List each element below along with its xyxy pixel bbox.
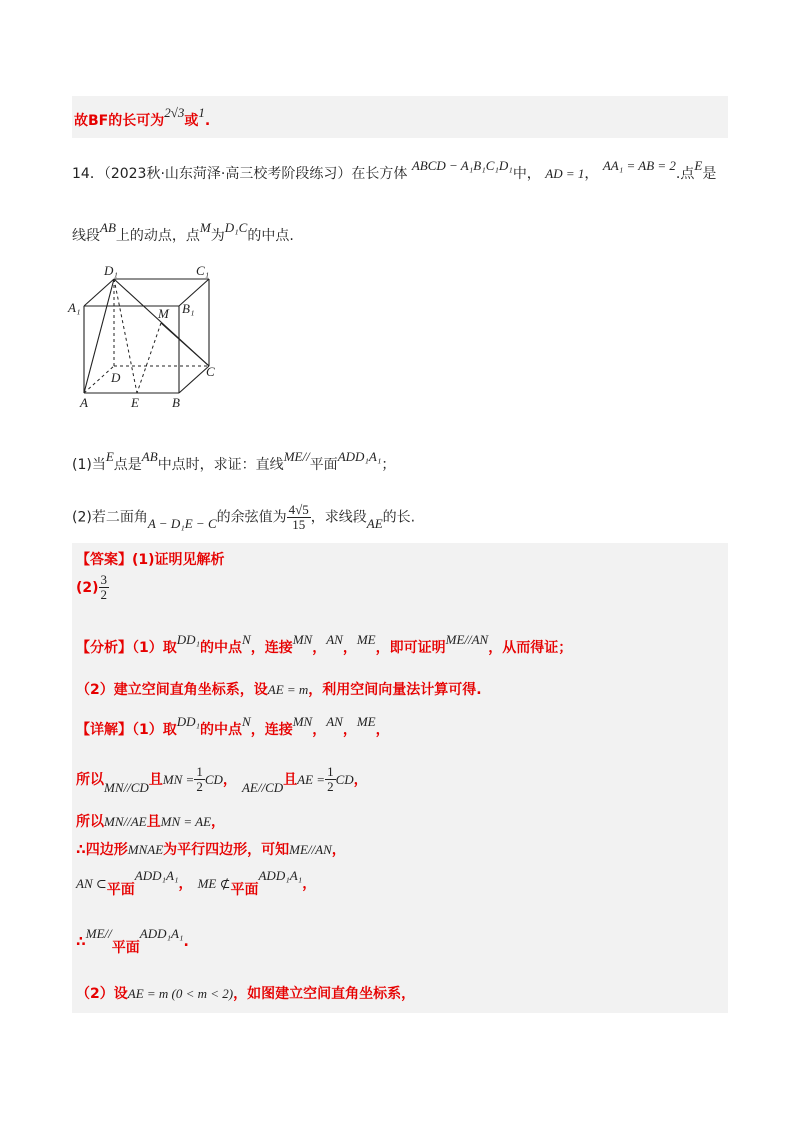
answer-part2: (2): [76, 580, 99, 596]
segment-dd1: DD₁: [176, 714, 201, 729]
point-n: N: [242, 632, 251, 647]
text-segment: ，连接: [250, 640, 293, 656]
segment-an: AN: [326, 714, 343, 729]
relation-me-an: ME//AN: [445, 632, 489, 647]
point-m: M: [199, 220, 211, 235]
fraction-denominator: 15: [292, 517, 306, 532]
text-segment: 的中点: [200, 722, 243, 738]
text-segment: 为平行四边形，可知: [163, 842, 290, 858]
condition-ad: AD = 1: [545, 166, 585, 181]
text-segment: ，: [342, 640, 357, 656]
question-2: [72, 495, 728, 535]
segment-ae: AE: [366, 515, 383, 531]
point-e: E: [105, 449, 114, 464]
text-segment: .: [183, 934, 189, 950]
text-segment: 平面: [106, 882, 135, 898]
segment-ab: AB: [100, 220, 116, 235]
text-segment: 线段: [72, 228, 100, 244]
conclusion-text: 故BF的长可为: [74, 113, 165, 129]
segment-d1c: D₁C: [224, 220, 248, 235]
mn-equals: MN =: [162, 772, 195, 787]
fraction-denominator: 2: [100, 587, 108, 602]
text-segment: ，求线段: [310, 509, 367, 526]
text-segment: 所以: [76, 772, 104, 788]
text-segment: (2)若二面角: [72, 509, 148, 526]
half-fraction-2: [325, 765, 336, 794]
text-segment: .点: [675, 166, 695, 182]
plane-add1a1: ADD₁A₁: [139, 926, 184, 941]
label-c1: C₁: [196, 263, 210, 278]
problem-number: 14．: [72, 166, 104, 182]
fraction-denominator: 2: [327, 779, 334, 794]
segment-dd1: DD₁: [176, 632, 201, 647]
line-me: ME//: [85, 926, 112, 941]
text-segment: 为: [210, 228, 225, 244]
text-segment: ，: [584, 166, 599, 182]
text-segment: （2）建立空间直角坐标系，设: [76, 682, 268, 698]
ae-equals-m-range: AE = m (0 < m < 2): [127, 986, 234, 1001]
an-subset: AN ⊂: [76, 876, 107, 891]
segment-cd: CD: [204, 772, 223, 787]
text-segment: 且: [148, 772, 163, 788]
fraction-numerator: 3: [100, 572, 108, 587]
value-2sqrt3: 2√3: [164, 105, 185, 120]
relation-me-an: ME//AN: [289, 842, 332, 857]
text-segment: 平面: [111, 940, 140, 956]
segment-me: ME: [356, 632, 376, 647]
relation-mn-cd: MN//CD: [104, 780, 149, 795]
label-d1: D₁: [104, 263, 118, 278]
mn-equals-ae: MN = AE: [160, 814, 212, 829]
fraction-numerator: 1: [327, 764, 334, 779]
relation-mn-ae: MN//AE: [104, 814, 147, 829]
text-segment: 中点时，求证：直线: [157, 457, 284, 473]
text-segment: ，即可证明: [375, 640, 446, 656]
label-a1: A₁: [68, 300, 81, 315]
text-segment: ，如图建立空间直角坐标系，: [233, 986, 416, 1002]
text-segment: ∴四边形: [76, 842, 128, 858]
segment-mn: MN: [292, 632, 313, 647]
text-segment: 所以: [76, 814, 104, 830]
text-segment: ，利用空间向量法计算可得.: [308, 682, 482, 698]
solution-box: [72, 543, 728, 1013]
point-e: E: [694, 158, 703, 173]
text-segment: 是: [702, 166, 717, 182]
cosine-fraction: [287, 503, 311, 532]
text-segment: 点是: [113, 457, 142, 473]
text-segment: 的中点: [200, 640, 243, 656]
text-segment: 上的动点，点: [115, 228, 200, 244]
text-segment: ，: [331, 842, 346, 858]
text-segment: 的中点.: [247, 228, 294, 244]
line-me: ME//: [283, 449, 310, 464]
half-fraction: [194, 765, 205, 794]
segment-ab: AB: [141, 449, 158, 464]
plane-add1a1: ADD₁A₁: [337, 449, 382, 464]
text-segment: ，连接: [250, 722, 293, 738]
text-segment: ，: [302, 876, 317, 892]
ae-equals-m: AE = m: [267, 682, 309, 697]
text-segment: ，: [312, 722, 327, 738]
value-1: 1: [198, 105, 205, 120]
text-segment: ，: [178, 876, 193, 892]
period: .: [204, 113, 211, 129]
text-segment: 且: [283, 772, 298, 788]
ae-equals: AE =: [297, 772, 326, 787]
problem-statement: [72, 155, 728, 245]
point-n: N: [242, 714, 251, 729]
segment-mn: MN: [292, 714, 313, 729]
dihedral-angle: A − D₁E − C: [147, 515, 217, 531]
solid-name: ABCD − A₁B₁C₁D₁: [411, 158, 513, 173]
therefore-symbol: ∴: [76, 934, 86, 950]
question-1: [72, 448, 728, 478]
me-not-subset: ME ⊄: [197, 876, 231, 891]
plane-add1a1: ADD₁A₁: [134, 868, 179, 883]
label-d: D: [111, 370, 121, 385]
text-segment: 中，: [512, 166, 541, 182]
cuboid-figure: [66, 262, 236, 412]
previous-answer-box: [72, 96, 728, 138]
fraction-denominator: 2: [196, 779, 203, 794]
answer-label: 【答案】(1)证明见解析: [76, 552, 225, 568]
text-segment: (1)当: [72, 457, 106, 473]
text-segment: 平面: [230, 882, 259, 898]
label-b1: B₁: [182, 301, 195, 316]
or-text: 或: [184, 113, 199, 129]
fraction-numerator: 4√5: [288, 502, 309, 517]
label-a: A: [80, 395, 88, 410]
text-segment: ，: [353, 772, 368, 788]
text-segment: ，: [222, 772, 237, 788]
text-segment: 的余弦值为: [216, 509, 287, 526]
quadrilateral-mnae: MNAE: [127, 842, 164, 857]
segment-me: ME: [356, 714, 376, 729]
label-c: C: [206, 364, 215, 379]
text-segment: ，: [312, 640, 327, 656]
segment-an: AN: [326, 632, 343, 647]
text-segment: 且: [146, 814, 161, 830]
text-segment: ，: [211, 814, 226, 830]
answer-fraction: [99, 573, 110, 602]
problem-source: （2023秋·山东菏泽·高三校考阶段练习）在长方体: [103, 166, 408, 182]
text-segment: 的长.: [382, 509, 416, 526]
text-segment: ，: [342, 722, 357, 738]
label-b: B: [172, 395, 180, 410]
text-segment: 平面: [309, 457, 338, 473]
segment-cd: CD: [335, 772, 354, 787]
detail-label: 【详解】（1）取: [76, 722, 177, 738]
label-m: M: [158, 306, 169, 321]
text-segment: ，: [375, 722, 390, 738]
text-segment: ，从而得证；: [488, 640, 573, 656]
text-segment: （2）设: [76, 986, 128, 1002]
condition-aa1: AA₁ = AB = 2: [602, 158, 676, 173]
label-e: E: [131, 395, 139, 410]
analysis-label: 【分析】（1）取: [76, 640, 177, 656]
relation-ae-cd: AE//CD: [241, 780, 284, 795]
text-segment: ；: [381, 457, 396, 473]
fraction-numerator: 1: [196, 764, 203, 779]
plane-add1a1: ADD₁A₁: [258, 868, 303, 883]
